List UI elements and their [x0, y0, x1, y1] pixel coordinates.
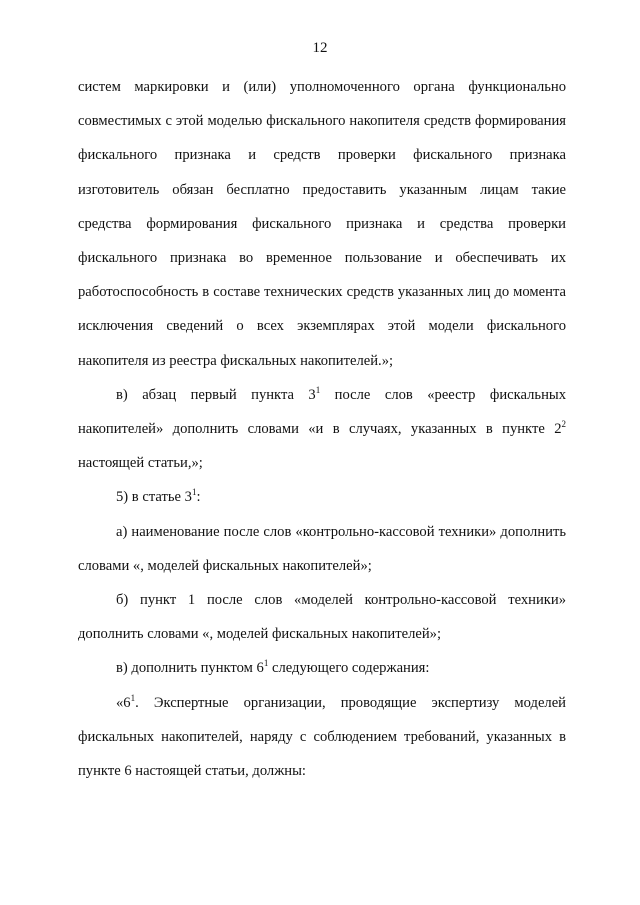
paragraph-new-clause	[78, 686, 566, 789]
paragraph-text: настоящей статьи,»;	[78, 455, 203, 472]
paragraph-text: :	[196, 489, 201, 506]
paragraph-text: следующего содержания:	[268, 660, 430, 677]
paragraph-text: . Экспертные организации, проводящие экспертизу моделей фискальных накопителей, наряду с соблюдением требований, указанных в пункте 6 настоящей статьи, должны:	[78, 694, 566, 780]
paragraph-continuation: систем маркировки и (или) уполномоченного органа функционально совместимых с этой моделью фискального накопителя средств формирования фискального признака и средств проверки фискального признака изготовитель обязан бесплатно предоставить указанным лицам такие средства формирования фискального признака и средства проверки фискального признака во временное пользование и обеспечивать их работоспособность в составе технических средств указанных лиц до момента исключения сведений о всех экземплярах этой модели фискального накопителя из реестра фискальных накопителей.»;	[78, 79, 566, 369]
paragraph-text: «6	[116, 694, 131, 711]
page-number: 12	[312, 40, 328, 56]
paragraph-text: 5) в статье 3	[116, 489, 192, 506]
paragraph-subitem-a: а) наименование после слов «контрольно-кассовой техники» дополнить словами «, моделей фискальных накопителей»;	[78, 523, 566, 574]
paragraph-amendment-v	[78, 378, 566, 481]
paragraph-subitem-v	[78, 651, 566, 685]
superscript: 1	[130, 692, 136, 703]
superscript: 1	[315, 384, 321, 395]
superscript: 2	[561, 419, 566, 430]
paragraph-text: в) дополнить пунктом 6	[116, 660, 264, 677]
paragraph-subitem-b: б) пункт 1 после слов «моделей контрольно-кассовой техники» дополнить словами «, моделей фискальных накопителей»;	[78, 592, 566, 643]
superscript: 1	[191, 487, 197, 498]
paragraph-text: после слов «реестр фискальных накопителей» дополнить словами «и в случаях, указанных в пункте 2	[78, 386, 566, 438]
superscript: 1	[263, 658, 269, 669]
paragraph-item-5	[78, 480, 566, 514]
document-body	[78, 70, 566, 788]
paragraph-text: в) абзац первый пункта 3	[116, 386, 316, 403]
